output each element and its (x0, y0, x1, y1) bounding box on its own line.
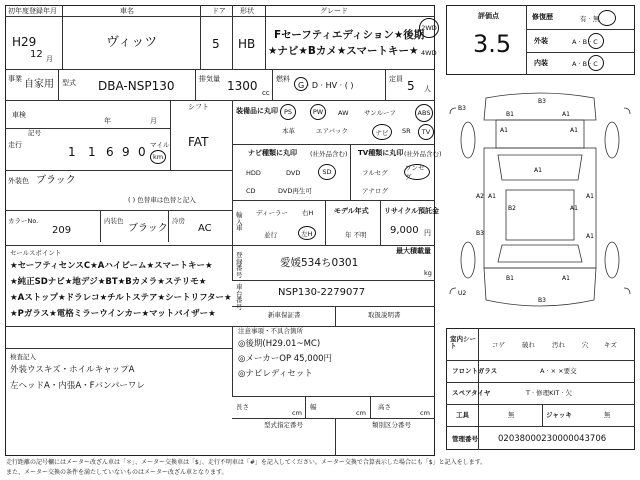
equip-sr: SR (402, 127, 411, 135)
shift: FAT (188, 135, 209, 149)
exterior-color: ブラック (36, 175, 76, 186)
plate: 愛媛534ち0301 (280, 257, 359, 269)
mileage-sub: 記号 (28, 129, 41, 137)
height-cm: cm (420, 409, 430, 417)
mileage-digit-1: 1 (68, 145, 76, 159)
seat-item-5: キズ (604, 341, 617, 349)
repair-label: 修復歴 (532, 13, 553, 21)
seat-item-3: 汚れ (552, 341, 565, 349)
front-glass-label: フロントガラス (452, 367, 498, 375)
repair-none-circle (598, 10, 616, 26)
month-unit: 月 (46, 55, 53, 63)
mileage-label: 走行 (8, 141, 22, 149)
seat-item-4: 穴 (582, 341, 589, 349)
shape: HB (238, 37, 256, 51)
mgmt-label: 管理番号 (452, 435, 478, 443)
jack-label: ジャッキ (546, 411, 572, 419)
model-year-label: モデル年式 (334, 207, 369, 215)
model-label: 型式 (62, 79, 76, 87)
interior-grade-label: 内装 (534, 59, 548, 67)
recycle-unit: 円 (424, 229, 431, 237)
reg-year-label: 初年度登録年月 (8, 7, 57, 15)
nav-sd: SD (318, 164, 336, 180)
diagram-label-11: A1 (570, 205, 578, 212)
notes-line-1: ◎後期(H29.01~MC) (238, 339, 321, 349)
tv-fullseg: フルセグ (362, 169, 388, 177)
width-label: 幅 (310, 403, 317, 411)
shift-label: シフト (188, 103, 209, 111)
car-name: ヴィッツ (106, 35, 158, 50)
warranty-label: 新車保証書 (268, 311, 301, 319)
import-right: 右H (302, 209, 314, 217)
doors: 5 (212, 37, 220, 51)
exterior-b-circle (588, 33, 604, 49)
interior-color: ブラック (128, 223, 168, 234)
grade-line2: ★ナビ★Bカメ★スマートキー★ (268, 45, 419, 57)
spare-label: スペアタイヤ (452, 389, 491, 397)
inspection-label: 車検 (12, 111, 26, 119)
height-label: 高さ (378, 403, 391, 411)
inspector-line-1: 外装ウスキズ・ホイルキャップA (10, 365, 135, 375)
diagram-label-6: A1 (570, 127, 578, 134)
length-label: 長さ (236, 403, 249, 411)
notes-line-3: ◎ナビレディセット (238, 369, 313, 379)
grade-label: グレード (320, 7, 348, 15)
equip-navi: ナビ (372, 124, 392, 140)
interior-grade-opts: A · B · C (572, 60, 598, 68)
reg-label: 登録番号 (236, 251, 243, 279)
score: 3.5 (473, 30, 512, 58)
mileage-unit-km-circle: km (150, 150, 166, 164)
recycle-label: リサイクル預託金 (384, 207, 440, 215)
tool-value: 無 (508, 411, 515, 419)
grade-line1: Fセーフティエディション★後期 (274, 29, 425, 41)
diagram-label-16: B3 (538, 297, 546, 304)
ac: AC (198, 223, 212, 234)
model: DBA-NSP130 (98, 79, 175, 93)
fuel: G · D · HV · ( ) (298, 81, 354, 90)
diagram-label-18: U2 (458, 290, 467, 297)
equip-airbag: エアバック (316, 127, 348, 135)
equip-tv: TV (418, 124, 434, 140)
max-load-label: 最大積載量 (396, 247, 431, 255)
sales-line-1: ★セーフティセンスC★Aハイビーム★スマートキー★ (10, 261, 213, 271)
mileage-digit-3: 6 (106, 145, 114, 159)
diagram-label-2: B1 (506, 111, 514, 118)
mgmt-no: 02038000230000043706 (498, 434, 607, 444)
seat-item-2: 破れ (522, 341, 535, 349)
equip-pw: PW (310, 104, 326, 120)
load-unit: kg (424, 269, 432, 277)
nav-hdd: HDD (246, 169, 261, 177)
capacity-label: 定員 (389, 75, 403, 83)
exterior-grade-label: 外装 (534, 37, 548, 45)
drive-2wd-circle: 2WD (419, 18, 439, 38)
chassis-label: 車台番号 (236, 283, 243, 311)
diagram-label-17: A1 (586, 233, 594, 240)
front-glass-opts: A · × ×要交 (540, 367, 577, 375)
import-left-circle: 左H (298, 226, 316, 240)
inspector-line-2: 左ヘッドA・内張A・Fバンパーワレ (10, 381, 145, 391)
ac-label: 冷房 (172, 217, 185, 225)
ownership-prefix: 事業 (8, 75, 22, 83)
color-no-label: カラーNo. (8, 217, 39, 225)
type-label: 型式指定番号 (264, 421, 303, 429)
import-dealer: ディーラー (256, 209, 288, 217)
nav-dvd-play: DVD再生可 (278, 187, 312, 195)
diagram-label-5: A1 (500, 127, 508, 134)
inspection-month: 月 (150, 117, 157, 125)
mileage-unit-mile: マイル (150, 141, 170, 149)
shape-label: 形状 (240, 7, 254, 15)
nav-dvd: DVD (286, 169, 301, 177)
color-no: 209 (52, 225, 72, 236)
interior-label: 内装色 (104, 217, 124, 225)
exterior-grade-opts: A · B · C (572, 38, 598, 46)
diagram-label-14: B1 (506, 275, 514, 282)
equip-sunroof: サンルーフ (364, 109, 396, 117)
nav-sub: (社外品含む) (310, 150, 348, 158)
chassis: NSP130-2279077 (278, 287, 366, 298)
exterior-note: ( ) 色替車は色替と記入 (128, 196, 196, 204)
score-label: 評価点 (478, 12, 499, 20)
import-parallel: 並行 (264, 231, 277, 239)
tool-label: 工具 (456, 411, 469, 419)
recycle: 9,000 (390, 225, 419, 236)
displacement: 1300 (227, 79, 258, 93)
repair-opts: 有 · 無 (580, 15, 600, 23)
car-damage-diagram (446, 80, 635, 325)
width-cm: cm (356, 409, 366, 417)
tv-label: TV種類に丸印 (358, 149, 404, 157)
inspection-year: 年 (104, 117, 111, 125)
sales-line-3: ★Aストップ★ドラレコ★チルトステア★シートリフター★ (10, 293, 232, 303)
reg-year: H29 (12, 35, 37, 49)
equip-abs: ABS (415, 104, 433, 122)
spare-opts: T · 修理KIT · 欠 (526, 389, 573, 397)
tv-oneseg: ワンセグ (404, 164, 430, 180)
equip-leather: 本革 (282, 127, 295, 135)
sales-line-2: ★純正SDナビ★地デジ★BT★Bカメラ★ステリモ★ (10, 277, 207, 287)
equip-ps: PS (280, 104, 296, 120)
footer-line-2: また、メーター交換の条件を満たしていないものはメーター改ざん車となります。 (6, 469, 228, 476)
diagram-label-13: B3 (476, 230, 484, 237)
diagram-label-9: B2 (508, 205, 516, 212)
model-year-value: 年 不明 (345, 231, 367, 239)
capacity: 5 (407, 79, 415, 93)
sales-label: セールスポイント (10, 249, 62, 257)
diagram-label-12: A1 (586, 193, 594, 200)
notes-label: 注意事項・不具合箇所 (238, 327, 303, 335)
fuel-label: 燃料 (276, 75, 290, 83)
diagram-label-10: A2 (476, 193, 484, 200)
drive-4wd: 4WD (421, 49, 437, 57)
doors-label: ドア (212, 7, 226, 15)
diagram-label-4: B3 (458, 105, 466, 112)
mileage-digit-5: 0 (138, 145, 146, 159)
seat-label: 室内シート (450, 335, 476, 350)
class-label: 類別区分番号 (372, 421, 411, 429)
diagram-label-15: A1 (562, 275, 570, 282)
exterior-label: 外装色 (8, 177, 29, 185)
interior-b-circle (588, 55, 604, 71)
diagram-label-3: A1 (562, 111, 570, 118)
diagram-label-8: A1 (488, 193, 496, 200)
import-label: 輸入車 (236, 211, 243, 232)
seat-item-1: コゲ (492, 341, 505, 349)
mileage-digit-2: 1 (88, 145, 96, 159)
tv-sub: (社外品含む) (404, 150, 442, 158)
length-cm: cm (292, 409, 302, 417)
notes-line-2: ◎メーカーOP 45,000円 (238, 354, 333, 364)
mileage-digit-4: 9 (122, 145, 130, 159)
tv-analog: アナログ (362, 187, 388, 195)
jack-value: 無 (604, 411, 611, 419)
nav-cd: CD (246, 187, 256, 195)
footer-line-1: 走行距離の記号欄にはメーター改ざん車は「＊」、メーター交換車は「$」、走行不明車は「#」を記入してください。メーター交換で合算表示した場合にも「$」と記入をします。 (6, 459, 487, 466)
equipment-label: 装備品に丸印 (236, 107, 278, 115)
reg-month: 12 (30, 49, 43, 60)
displacement-label: 排気量 (199, 75, 220, 83)
car-name-label: 車名 (120, 7, 134, 15)
cc-unit: cc (262, 89, 270, 97)
diagram-label-1: B3 (538, 98, 546, 105)
ownership: 自家用 (24, 79, 54, 90)
capacity-unit: 人 (424, 85, 431, 93)
manual-label: 取扱説明書 (368, 311, 401, 319)
equip-aw: AW (338, 109, 349, 117)
diagram-label-7: A1 (534, 167, 542, 174)
sales-line-4: ★Pガラス★電格ミラーウインカー★マットバイザー★ (10, 309, 216, 319)
inspector-label: 検査記入 (10, 353, 36, 361)
nav-label: ナビ種類に丸印 (248, 149, 297, 157)
